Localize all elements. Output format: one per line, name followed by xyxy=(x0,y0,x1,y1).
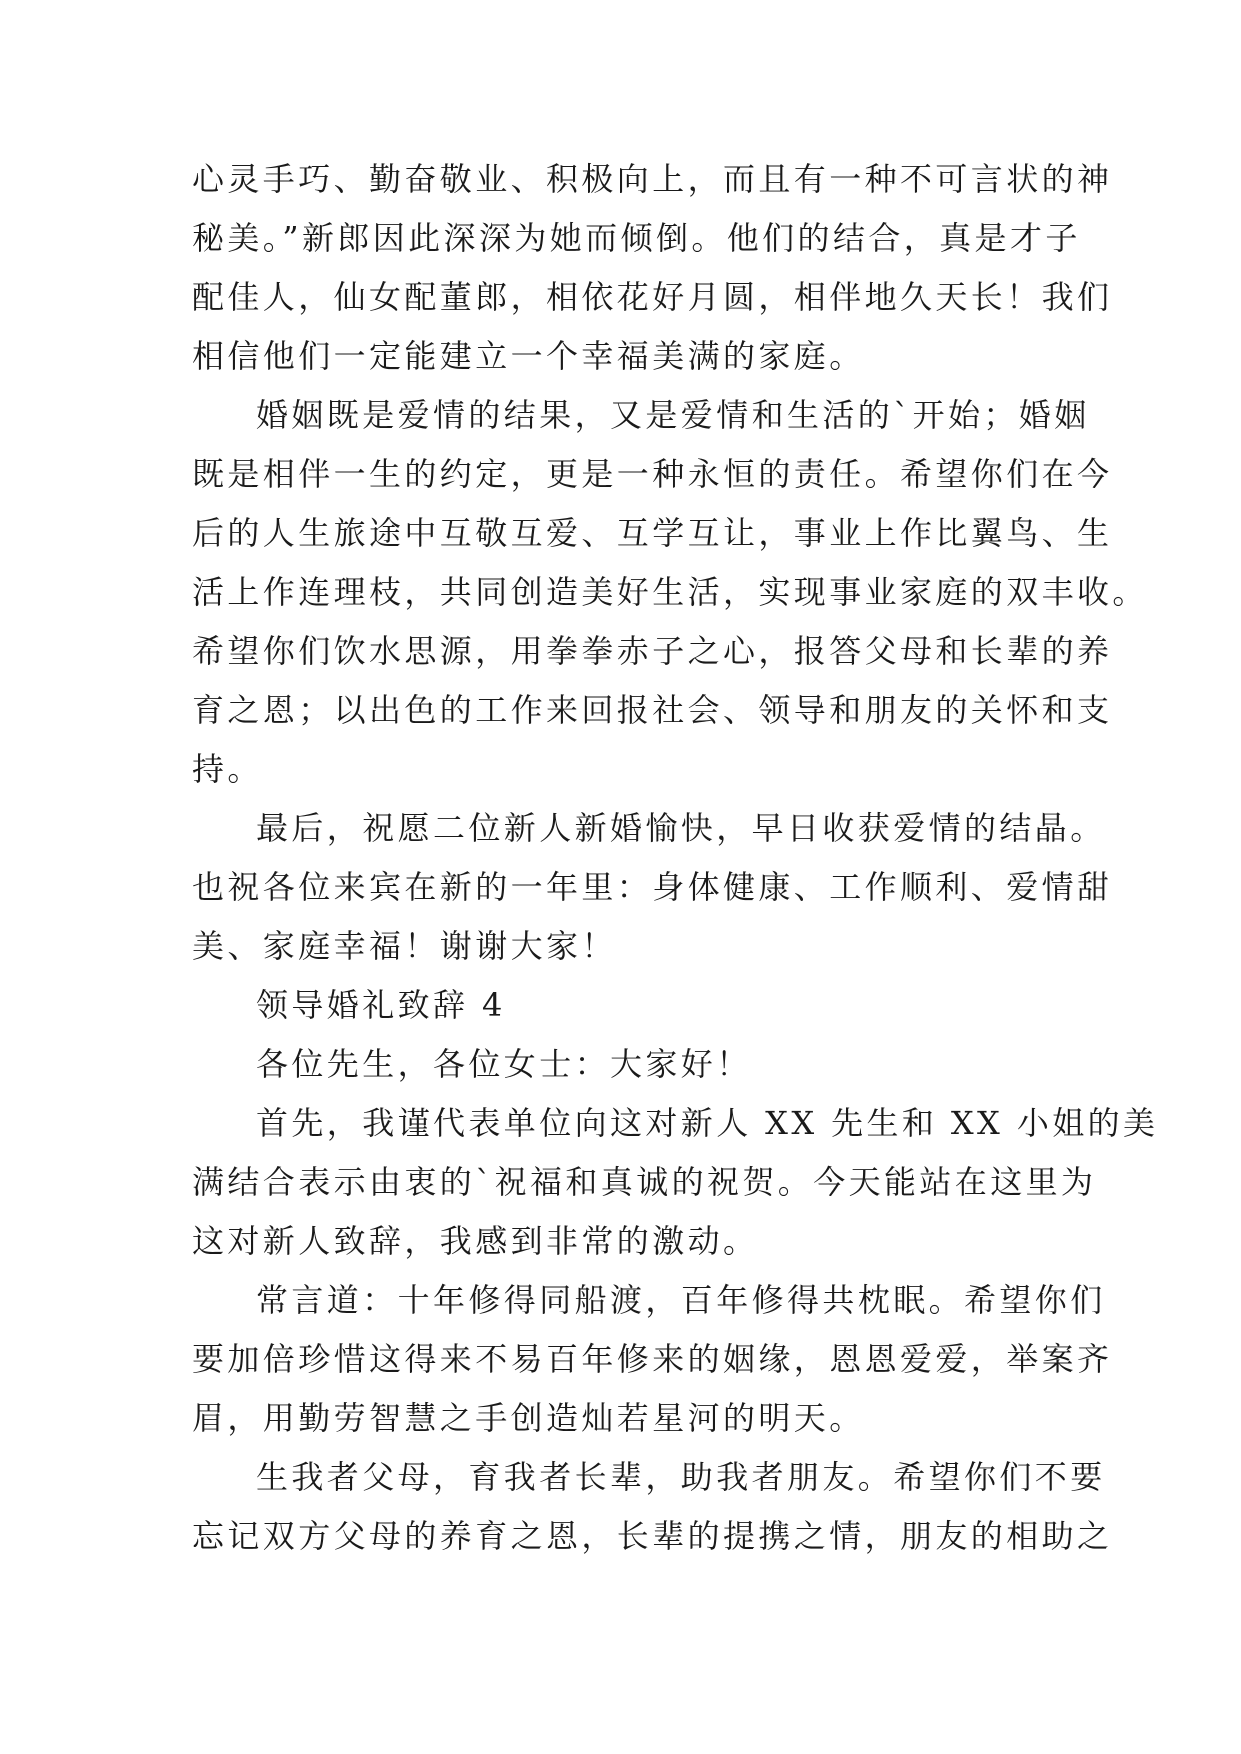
text-line: 也祝各位来宾在新的一年里：身体健康、工作顺利、爱情甜 xyxy=(192,868,1113,906)
text-line: 眉，用勤劳智慧之手创造灿若星河的明天。 xyxy=(192,1399,865,1437)
text-line: 生我者父母，育我者长辈，助我者朋友。希望你们不要 xyxy=(256,1458,1106,1496)
text-line: 美、家庭幸福！谢谢大家！ xyxy=(192,927,617,965)
text-line: 希望你们饮水思源，用拳拳赤子之心，报答父母和长辈的养 xyxy=(192,632,1113,670)
text-line: 要加倍珍惜这得来不易百年修来的姻缘，恩恩爱爱，举案齐 xyxy=(192,1340,1113,1378)
document-body xyxy=(192,150,1159,1566)
text-line: 忘记双方父母的养育之恩，长辈的提携之情，朋友的相助之 xyxy=(192,1517,1113,1555)
text-line: 心灵手巧、勤奋敬业、积极向上，而且有一种不可言状的神 xyxy=(192,160,1113,198)
text-line: 持。 xyxy=(192,750,263,788)
text-line: 首先，我谨代表单位向这对新人 XX 先生和 XX 小姐的美 xyxy=(256,1104,1159,1142)
text-line: 后的人生旅途中互敬互爱、互学互让，事业上作比翼鸟、生 xyxy=(192,514,1113,552)
text-line: 常言道：十年修得同船渡，百年修得共枕眠。希望你们 xyxy=(256,1281,1106,1319)
text-line: 相信他们一定能建立一个幸福美满的家庭。 xyxy=(192,337,865,375)
text-line: 育之恩；以出色的工作来回报社会、领导和朋友的关怀和支 xyxy=(192,691,1113,729)
text-line: 既是相伴一生的约定，更是一种永恒的责任。希望你们在今 xyxy=(192,455,1113,493)
text-line: 最后，祝愿二位新人新婚愉快，早日收获爱情的结晶。 xyxy=(256,809,1106,847)
text-line: 活上作连理枝，共同创造美好生活，实现事业家庭的双丰收。 xyxy=(192,573,1148,611)
text-line: 秘美。”新郎因此深深为她而倾倒。他们的结合，真是才子 xyxy=(192,219,1081,257)
text-line: 各位先生，各位女士：大家好！ xyxy=(256,1045,752,1083)
text-line: 满结合表示由衷的`祝福和真诚的祝贺。今天能站在这里为 xyxy=(192,1163,1097,1201)
text-line: 领导婚礼致辞 4 xyxy=(256,986,506,1024)
text-line: 配佳人，仙女配董郎，相依花好月圆，相伴地久天长！我们 xyxy=(192,278,1113,316)
text-line: 这对新人致辞，我感到非常的激动。 xyxy=(192,1222,759,1260)
text-line: 婚姻既是爱情的结果，又是爱情和生活的`开始；婚姻 xyxy=(256,396,1090,434)
